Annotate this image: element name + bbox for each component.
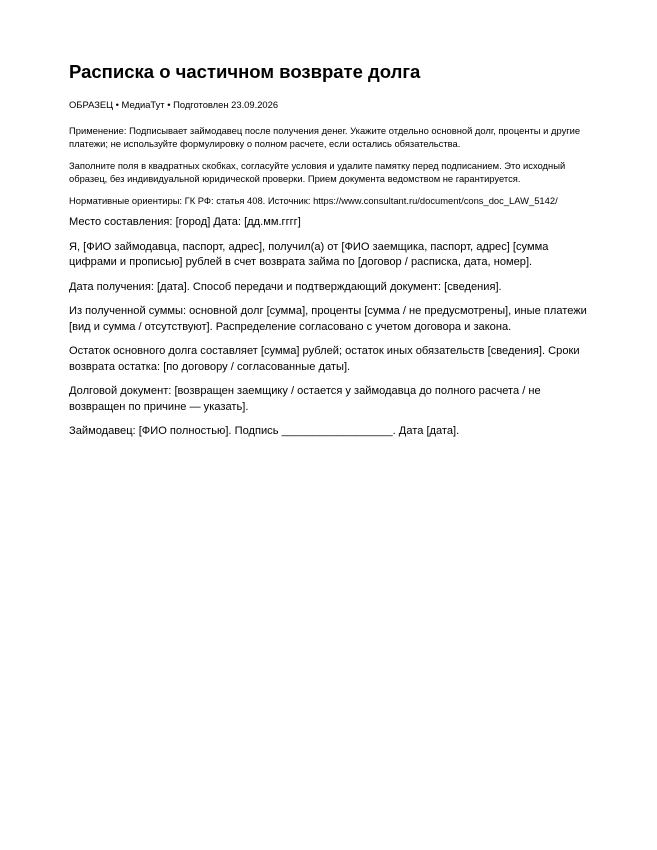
payment-allocation-paragraph: Из полученной суммы: основной долг [сумма], проценты [сумма / не предусмотрены], иные платежи [вид и сумма / отсутствуют]. Распределение согласовано с учетом договора и закона. [69, 305, 587, 333]
receipt-statement-paragraph: Я, [ФИО займодавца, паспорт, адрес], получил(а) от [ФИО заемщика, паспорт, адрес] [сумма цифрами и прописью] рублей в счет возврата займа по [договор / расписка, дата, номер]. [69, 240, 549, 268]
remaining-debt-paragraph: Остаток основного долга составляет [сумма] рублей; остаток иных обязательств [сведения]. Сроки возврата остатка: [по договору / согласованные даты]. [69, 345, 580, 373]
legal-references-note: Нормативные ориентиры: ГК РФ: статья 408. Источник: https://www.consultant.ru/document/cons_doc_LAW_5142/ [69, 195, 558, 206]
usage-note: Применение: Подписывает займодавец после получения денег. Укажите отдельно основной долг, проценты и другие платежи; не используйте формулировку о полном расчете, если остались обязательства. [69, 125, 581, 149]
lender-signature-paragraph: Займодавец: [ФИО полностью]. Подпись __________________. Дата [дата]. [69, 425, 460, 437]
place-date-paragraph: Место составления: [город] Дата: [дд.мм.гггг] [69, 216, 301, 228]
debt-document-paragraph: Долговой документ: [возвращен заемщику / остается у займодавца до полного расчета / не возвращен по причине — указать]. [69, 385, 541, 413]
document-title: Расписка о частичном возврате долга [69, 61, 421, 82]
fill-instructions-note: Заполните поля в квадратных скобках, согласуйте условия и удалите памятку перед подписанием. Это исходный образец, без индивидуальной юридической проверки. Прием документа ведомством не гарантируется. [69, 160, 566, 184]
document-meta-line: ОБРАЗЕЦ • МедиаТут • Подготовлен 23.09.2026 [69, 99, 279, 110]
receipt-date-paragraph: Дата получения: [дата]. Способ передачи и подтверждающий документ: [сведения]. [69, 280, 502, 293]
document-page [69, 60, 589, 440]
